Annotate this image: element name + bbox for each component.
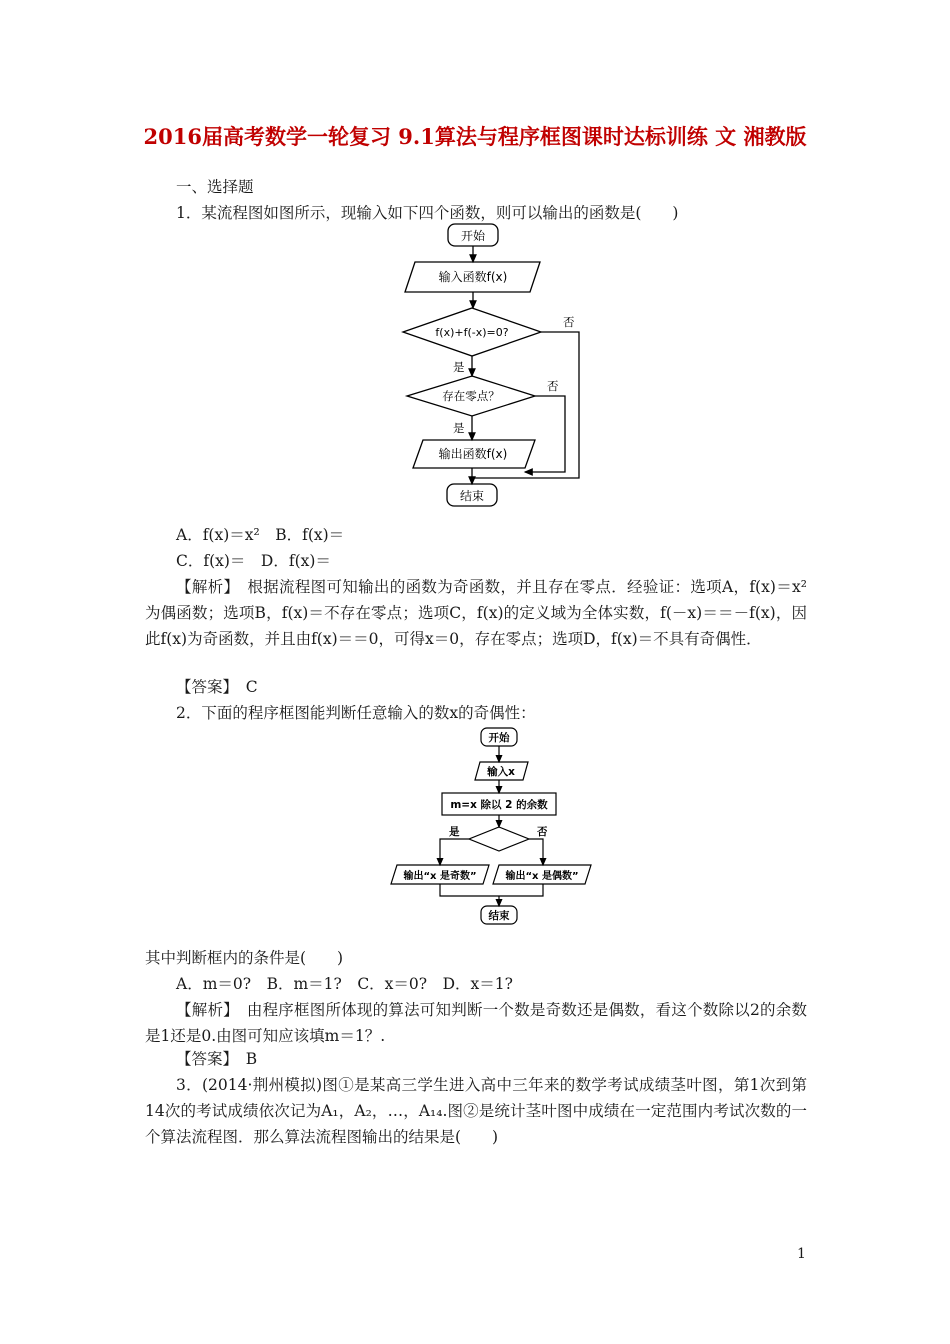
q1-flow-cond2: 存在零点？ [442, 389, 500, 403]
q1-options-ab: A．f(x)＝x² B．f(x)＝ [176, 526, 345, 544]
q2-analysis: 【解析】 由程序框图所体现的算法可知判断一个数是奇数还是偶数，看这个数除以2的余数是1还是0.由图可知应该填m＝1？. [145, 1001, 807, 1045]
q1-flow-start: 开始 [460, 229, 486, 243]
q1-answer: 【答案】 C [176, 678, 258, 696]
q1-flow-no-2: 否 [547, 379, 559, 393]
q2-answer: 【答案】 B [176, 1050, 258, 1068]
q1-flow-yes-1: 是 [453, 360, 465, 374]
section-heading: 一、选择题 [176, 178, 254, 196]
q2-flow-yes: 是 [449, 826, 460, 838]
q3-stem: 3．(2014·荆州模拟)图①是某高三学生进入高中三年来的数学考试成绩茎叶图，第1次到第14次的考试成绩依次记为A₁，A₂，…，A₁₄.图②是统计茎叶图中成绩在一定范围内考试次数的一个算法流程图．那么算法流程图输出的结果是( ) [145, 1076, 807, 1146]
q2-flowchart [383, 724, 593, 930]
q2-stem: 2．下面的程序框图能判断任意输入的数x的奇偶性： [176, 704, 536, 722]
q2-flow-output-even: 输出“x 是偶数” [505, 871, 579, 882]
q2-flow-start: 开始 [488, 732, 510, 744]
q1-flow-input: 输入函数f(x) [438, 270, 508, 284]
q1-flow-end: 结束 [459, 489, 485, 503]
q1-flow-yes-2: 是 [453, 421, 465, 435]
q1-options-cd: C．f(x)＝ D．f(x)＝ [176, 552, 331, 570]
q2-flow-output-odd: 输出“x 是奇数” [403, 871, 477, 882]
q2-options: A．m＝0? B．m＝1? C．x＝0? D．x＝1? [176, 975, 513, 993]
q2-flow-process: m=x 除以 2 的余数 [450, 799, 548, 811]
q1-flow-no-1: 否 [563, 315, 575, 329]
q2-flow-input: 输入x [487, 766, 515, 778]
document-title: 2016届高考数学一轮复习 9.1算法与程序框图课时达标训练 文 湘教版 [143, 124, 807, 149]
q2-flow-end: 结束 [488, 910, 510, 922]
q1-flow-cond1: f(x)+f(-x)=0? [435, 326, 509, 339]
page-number: 1 [797, 1246, 806, 1262]
q1-analysis: 【解析】 根据流程图可知输出的函数为奇函数，并且存在零点．经验证：选项A，f(x)＝x²为偶函数；选项B，f(x)＝不存在零点；选项C，f(x)的定义域为全体实数，f(－x)＝＝－f(x)，因此f(x)为奇函数，并且由f(x)＝＝0，可得x＝0，存在零点；选项D，f(x)＝不具有奇偶性． [145, 578, 807, 648]
q1-flow-output: 输出函数f(x) [438, 447, 508, 461]
q2-flow-no: 否 [537, 826, 548, 838]
q1-stem: 1．某流程图如图所示，现输入如下四个函数，则可以输出的函数是( ) [176, 204, 679, 222]
q1-flowchart [395, 220, 605, 512]
q2-condition-question: 其中判断框内的条件是( ) [145, 949, 344, 967]
